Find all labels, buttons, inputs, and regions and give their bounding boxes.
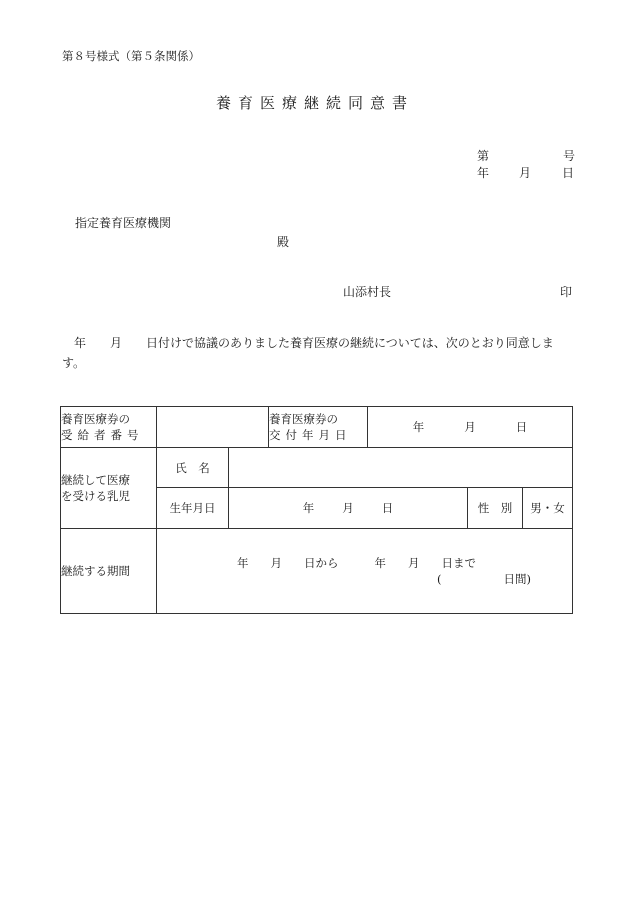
issue-date-field-month: 月 [464, 420, 476, 434]
period-from-month: 月 [270, 556, 282, 570]
period-to-day: 日まで [441, 556, 476, 570]
infant-label-line2: を受ける乳児 [61, 489, 130, 503]
name-label: 氏 名 [157, 448, 229, 488]
recipient-number-label [61, 407, 157, 448]
document-title: 養育医療継続同意書 [215, 94, 414, 112]
issue-date-field-day: 日 [515, 420, 528, 434]
birthdate-field[interactable] [229, 488, 468, 529]
recipient-number-label-line1: 養育医療券の [61, 412, 130, 426]
period-days-close: 日間) [503, 572, 531, 586]
recipient-number-label-line2: 受給者番号 [61, 428, 144, 442]
table-row [61, 529, 573, 614]
consent-table [60, 406, 573, 614]
seal-mark: 印 [560, 285, 573, 299]
period-to-year: 年 [374, 556, 386, 570]
issue-date-label-line1: 養育医療券の [269, 412, 338, 426]
period-field[interactable] [157, 529, 573, 614]
table-row [61, 448, 573, 488]
issue-date-month: 月 [519, 166, 532, 180]
period-range [237, 555, 572, 571]
birthdate-label: 生年月日 [157, 488, 229, 529]
period-days-open: ( [437, 572, 442, 586]
sex-label: 性 別 [468, 488, 523, 529]
birthdate-year: 年 [302, 501, 315, 515]
issue-date-label-line2: 交付年月日 [269, 428, 352, 442]
form-number-label: 第８号様式（第５条関係） [62, 49, 200, 63]
birthdate-day: 日 [381, 501, 394, 515]
issue-date-label [269, 407, 368, 448]
period-to-month: 月 [408, 556, 420, 570]
infant-label-line1: 継続して医療 [61, 473, 130, 487]
birthdate-month: 月 [342, 501, 354, 515]
issue-date-field[interactable] [368, 407, 573, 448]
sex-field[interactable]: 男・女 [523, 488, 573, 529]
doc-number-suffix: 号 [563, 149, 576, 163]
period-from-year: 年 [237, 556, 249, 570]
issue-date-year: 年 [477, 166, 490, 180]
table-row [61, 407, 573, 448]
body-text: 年 月 日付けで協議のありました養育医療の継続については、次のとおり同意します。 [62, 336, 554, 370]
name-field[interactable] [229, 448, 573, 488]
recipient-number-field[interactable] [157, 407, 269, 448]
sender-name: 山添村長 [343, 285, 392, 299]
period-days [237, 571, 572, 587]
infant-label [61, 448, 157, 529]
issue-date-field-year: 年 [412, 420, 425, 434]
honorific: 殿 [277, 235, 290, 249]
recipient-name: 指定養育医療機関 [75, 216, 172, 230]
doc-number-prefix: 第 [477, 149, 490, 163]
issue-date-day: 日 [562, 166, 575, 180]
period-label: 継続する期間 [61, 529, 157, 614]
period-from-day: 日から [304, 556, 339, 570]
